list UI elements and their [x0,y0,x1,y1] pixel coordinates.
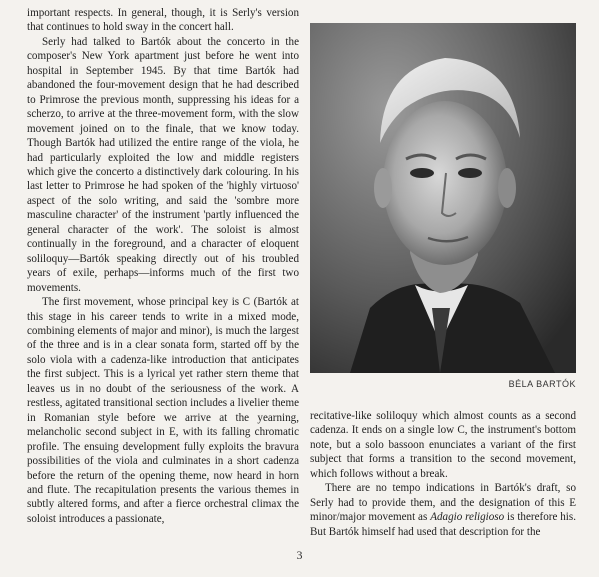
left-text-column [27,6,299,526]
right-text-column [310,409,576,539]
italic-term: Adagio religioso [430,511,505,524]
page-number: 3 [296,548,303,562]
paragraph: Serly had talked to Bartók about the concerto in the composer's New York apartment just before he went into hospital in September 1945. By that time Bartók had abandoned the four-movement design that he had described to Primrose the previous month, suppressing his ideas for a scherzo, to arrive at the three-movement form, with the slow movement joined on to the finale, that we know today. Though Bartók had utilized the entire range of the viola, he had particularly exploited the low and middle registers which give the concerto a distinctively dark colouring. In his last letter to Primrose he had spoken of the 'highly virtuoso' aspect of the solo writing, and said the 'sombre more masculine character' of the instrument 'partly influenced the general character of the work'. The soloist is almost continually in the foreground, and a character of eloquent soliloquy—Bartók speaking directly out of his troubled years of exile, perhaps—informs much of the first two movements. [27,35,299,294]
paragraph: The first movement, whose principal key is C (Bartók at this stage in his career tends to write in a mixed mode, combining elements of major and minor), is much the largest of the three and is in a clear sonata form, started off by the solo viola with a cadenza-like introduction that anticipates the first subject. This is a lyrical yet rather stern theme that leaves us in no doubt of the seriousness of the work. A restless, agitated transitional section includes a livelier theme in Romanian style before we arrive at the yearning, melancholic second subject in E, with its falling chromatic profile. The ensuing development fully exploits the bravura possibilities of the viola and culminates in a short cadenza before the return of the opening theme, now heard in horn and flute. The recapitulation presents the various themes in subtly altered forms, and after a fierce orchestral climax the soloist introduces a passionate, [27,296,299,525]
paragraph: recitative-like soliloquy which almost counts as a second cadenza. It ends on a single low C, the instrument's bottom note, but a solo bassoon enunciates a variant of the first subject that forms a transition to the second movement, which follows without a break. [310,410,576,480]
portrait-photo [310,23,576,373]
photo-caption: BÉLA BARTÓK [508,379,576,389]
paragraph-text: is therefore his. But Bartók himself had used that description for the [310,511,576,538]
portrait-image [310,23,576,373]
paragraph: important respects. In general, though, it is Serly's version that continues to hold sway in the concert hall. [27,7,299,34]
paragraph [310,481,576,539]
paragraph-text: There are no tempo indications in Bartók's draft, so Serly had to provide them, and the designation of this E minor/major movement as [310,482,576,524]
